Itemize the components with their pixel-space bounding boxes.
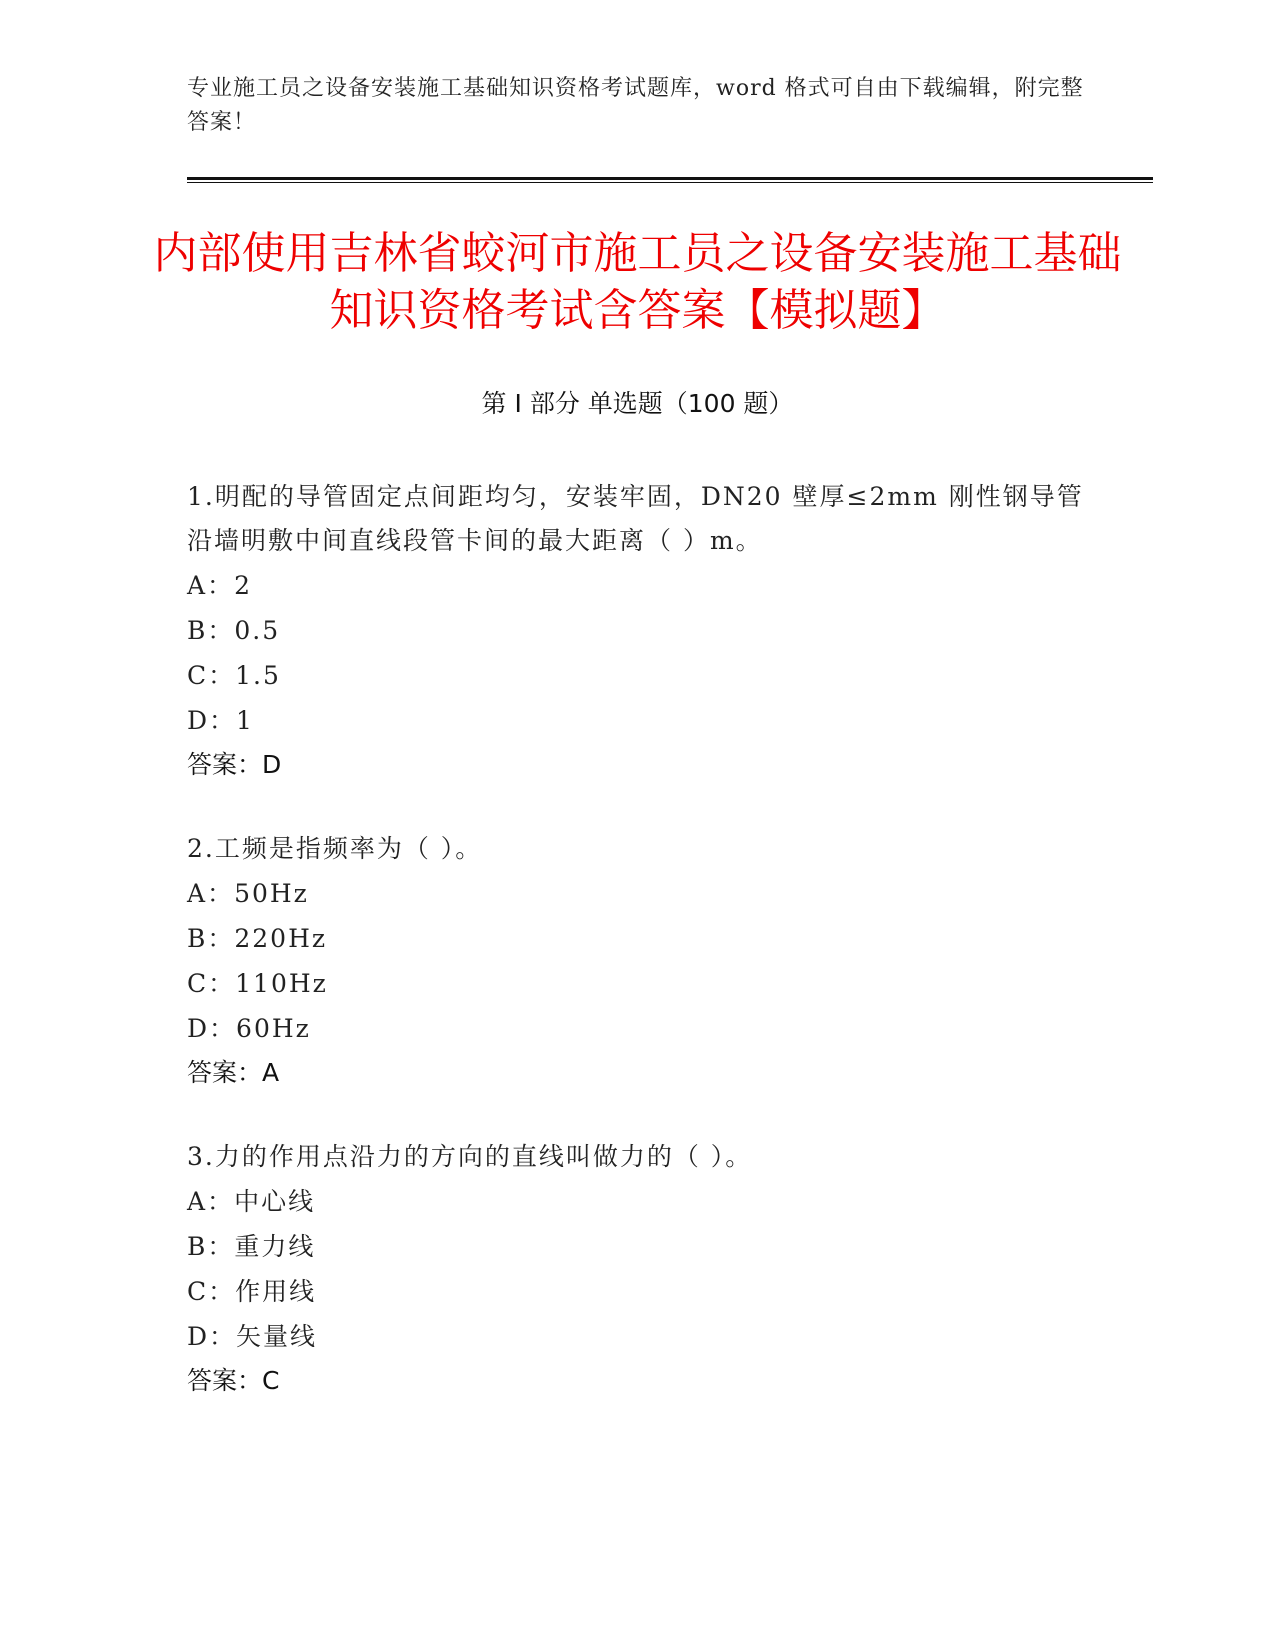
question-3	[187, 1135, 1087, 1403]
question-stem: 1.明配的导管固定点间距均匀，安装牢固，DN20 壁厚≤2mm 刚性钢导管沿墙明敷中间直线段管卡间的最大距离（ ）m。	[187, 482, 1084, 555]
option-text: 110Hz	[235, 969, 328, 998]
question-stem: 2.工频是指频率为（ ）。	[187, 834, 483, 863]
option-letter: B：	[187, 1232, 235, 1261]
question-stem: 3.力的作用点沿力的方向的直线叫做力的（ ）。	[187, 1142, 753, 1171]
option-d	[187, 698, 1087, 743]
option-text: 50Hz	[234, 879, 309, 908]
answer: 答案：D	[187, 750, 282, 779]
option-text: 重力线	[234, 1232, 316, 1261]
option-b	[187, 1224, 1087, 1269]
question-1	[187, 475, 1087, 787]
option-d	[187, 1314, 1087, 1359]
option-a	[187, 871, 1087, 916]
option-letter: A：	[187, 879, 235, 908]
answer: 答案：A	[187, 1058, 280, 1087]
option-letter: B：	[187, 924, 235, 953]
option-letter: A：	[187, 571, 235, 600]
option-text: 1.5	[235, 661, 281, 690]
option-letter: C：	[187, 1277, 236, 1306]
option-letter: D：	[187, 706, 237, 735]
option-letter: C：	[187, 969, 236, 998]
option-letter: A：	[187, 1187, 235, 1216]
option-text: 2	[234, 571, 252, 600]
option-letter: D：	[187, 1322, 237, 1351]
question-list	[187, 475, 1087, 1443]
option-c	[187, 961, 1087, 1006]
option-letter: B：	[187, 616, 235, 645]
option-text: 1	[236, 706, 254, 735]
option-text: 中心线	[234, 1187, 316, 1216]
option-text: 作用线	[235, 1277, 317, 1306]
option-c	[187, 1269, 1087, 1314]
option-d	[187, 1006, 1087, 1051]
option-b	[187, 608, 1087, 653]
option-letter: C：	[187, 661, 236, 690]
option-letter: D：	[187, 1014, 237, 1043]
document-title: 内部使用吉林省蛟河市施工员之设备安装施工基础知识资格考试含答案【模拟题】	[153, 228, 1122, 336]
option-text: 60Hz	[236, 1014, 311, 1043]
option-b	[187, 916, 1087, 961]
option-c	[187, 653, 1087, 698]
header-note: 专业施工员之设备安装施工基础知识资格考试题库，word 格式可自由下载编辑，附完整答案！	[187, 76, 1084, 135]
option-a	[187, 1179, 1087, 1224]
header-rule-thick	[187, 177, 1153, 180]
section-title: 第 I 部分 单选题（100 题）	[481, 389, 794, 418]
option-a	[187, 563, 1087, 608]
option-text: 矢量线	[236, 1322, 318, 1351]
answer: 答案：C	[187, 1366, 280, 1395]
question-2	[187, 827, 1087, 1095]
header-rule-thin	[187, 182, 1153, 183]
option-text: 0.5	[234, 616, 281, 645]
option-text: 220Hz	[234, 924, 328, 953]
